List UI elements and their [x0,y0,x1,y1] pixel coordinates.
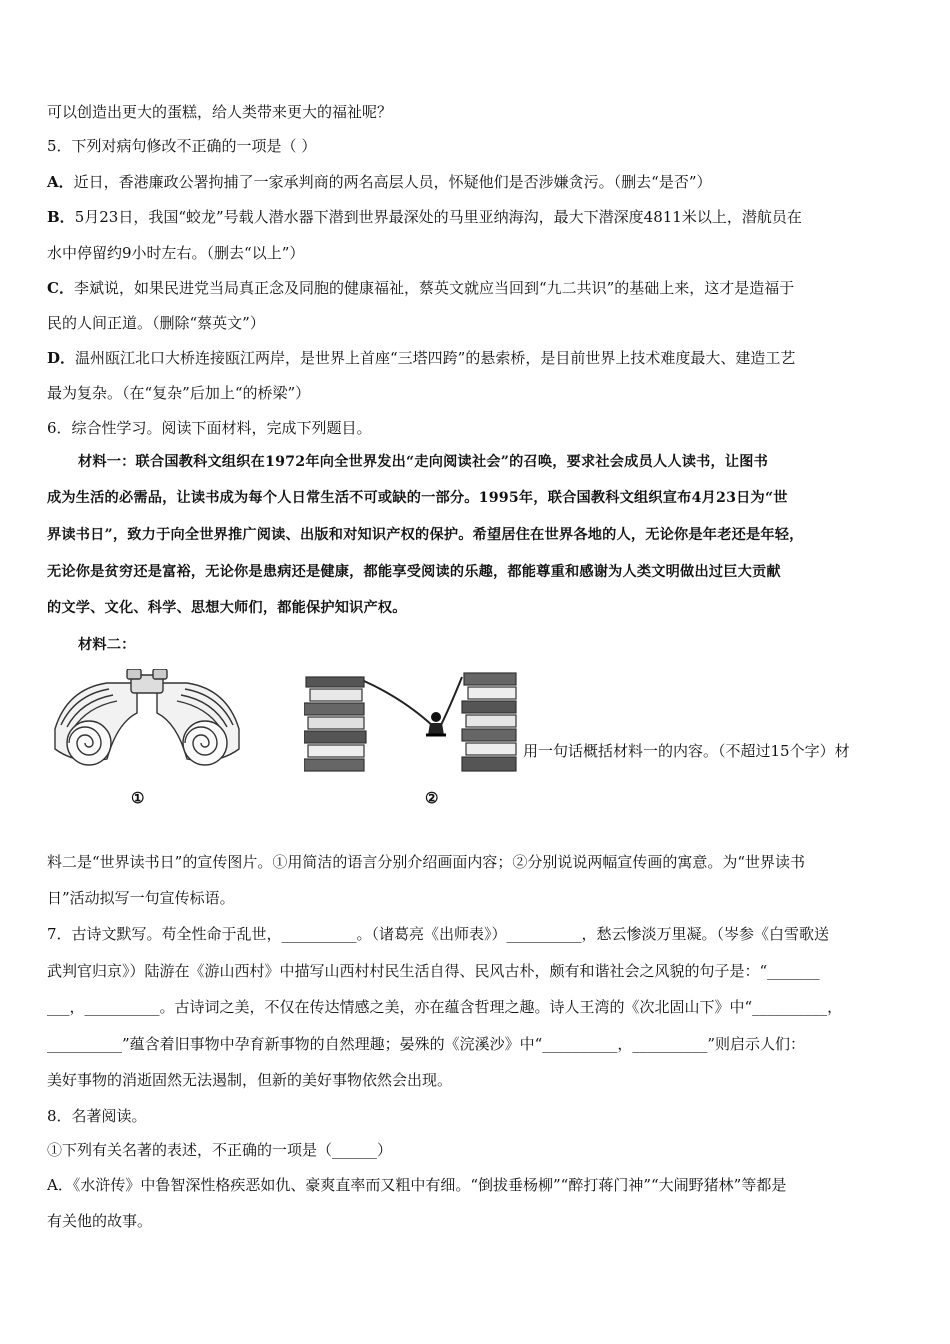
option-5a [47,172,711,192]
binoculars-books-image [47,669,247,773]
option-5b-cont: 水中停留约9小时左右。（删去“以上”） [47,244,305,262]
question-6-prompt: 用一句话概括材料一的内容。（不超过15个字）材 [523,742,850,760]
option-5c [47,278,794,298]
question-7-line: __________”蕴含着旧事物中孕育新事物的自然理趣；晏殊的《浣溪沙》中“__________，__________”则启示人们： [47,1035,806,1053]
option-text: 近日，香港廉政公署拘捕了一家承判商的两名高层人员，怀疑他们是否涉嫌贪污。（删去“是否”） [73,173,712,191]
option-5d [47,348,795,368]
option-text: 5月23日，我国“蛟龙”号载人潜水器下潜到世界最深处的马里亚纳海沟，最大下潜深度4811米以上，潜航员在 [74,208,802,226]
image-label-1: ① [131,789,145,807]
question-6-prompt-cont: 日”活动拟写一句宣传标语。 [47,889,235,907]
material-1-line: 无论你是贫穷还是富裕，无论你是患病还是健康，都能享受阅读的乐趣，都能尊重和感谢为人类文明做出过巨大贡献 [47,564,781,580]
option-label: A． [47,173,74,191]
material-1-line: 界读书日”，致力于向全世界推广阅读、出版和对知识产权的保护。希望居住在世界各地的人，无论你是年老还是年轻， [47,527,804,543]
option-5b [47,207,802,227]
option-5d-cont: 最为复杂。（在“复杂”后加上“的桥梁”） [47,384,311,402]
option-label: C． [47,279,74,297]
question-8-sub: ①下列有关名著的表述，不正确的一项是（______） [47,1141,393,1159]
question-7-line: 7．古诗文默写。苟全性命于乱世，__________。（诸葛亮《出师表》）__________，愁云惨淡万里凝。（岑参《白雪歌送 [47,925,830,943]
image-label-2: ② [425,789,439,807]
option-label: B． [47,208,75,226]
question-7-line: 武判官归京》）陆游在《游山西村》中描写山西村村民生活自得、民风古朴，颇有和谐社会之风貌的句子是：“_______ [47,962,820,980]
book-swing-image [304,669,517,773]
question-8-stem: 8．名著阅读。 [47,1107,147,1125]
material-2-label: 材料二： [78,637,136,653]
option-text: 温州瓯江北口大桥连接瓯江两岸，是世界上首座“三塔四跨”的悬索桥，是目前世界上技术难度最大、建造工艺 [75,349,796,367]
question-5-stem: 5．下列对病句修改不正确的一项是（ ） [47,137,317,155]
material-1-line: 的文学、文化、科学、思想大师们，都能保护知识产权。 [47,600,407,616]
option-8a-cont: 有关他的故事。 [47,1212,153,1230]
material-1-line: 材料一：联合国教科文组织在1972年向全世界发出“走向阅读社会”的召唤，要求社会成员人人读书，让图书 [78,454,769,470]
option-label: D． [47,349,76,367]
option-text: 李斌说，如果民进党当局真正念及同胞的健康福祉，蔡英文就应当回到“九二共识”的基础上来，这才是造福于 [73,279,795,297]
question-7-line: ___，__________。古诗词之美，不仅在传达情感之美，亦在蕴含哲理之趣。诗人王湾的《次北固山下》中“__________， [47,998,843,1016]
question-6-stem: 6．综合性学习。阅读下面材料，完成下列题目。 [47,419,372,437]
option-8a: A．《水浒传》中鲁智深性格疾恶如仇、豪爽直率而又粗中有细。“倒拔垂杨柳”“醉打蒋门神”“大闹野猪林”等都是 [47,1176,787,1194]
material-1-line: 成为生活的必需品，让读书成为每个人日常生活不可或缺的一部分。1995年，联合国教科文组织宣布4月23日为“世 [47,490,788,506]
option-5c-cont: 民的人间正道。（删除“蔡英文”） [47,314,265,332]
text-line: 可以创造出更大的蛋糕，给人类带来更大的福祉呢？ [47,103,393,121]
question-7-line: 美好事物的消逝固然无法遏制，但新的美好事物依然会出现。 [47,1071,453,1089]
question-6-prompt-cont: 料二是“世界读书日”的宣传图片。①用简洁的语言分别介绍画面内容；②分别说说两幅宣传画的寓意。为“世界读书 [47,853,806,871]
